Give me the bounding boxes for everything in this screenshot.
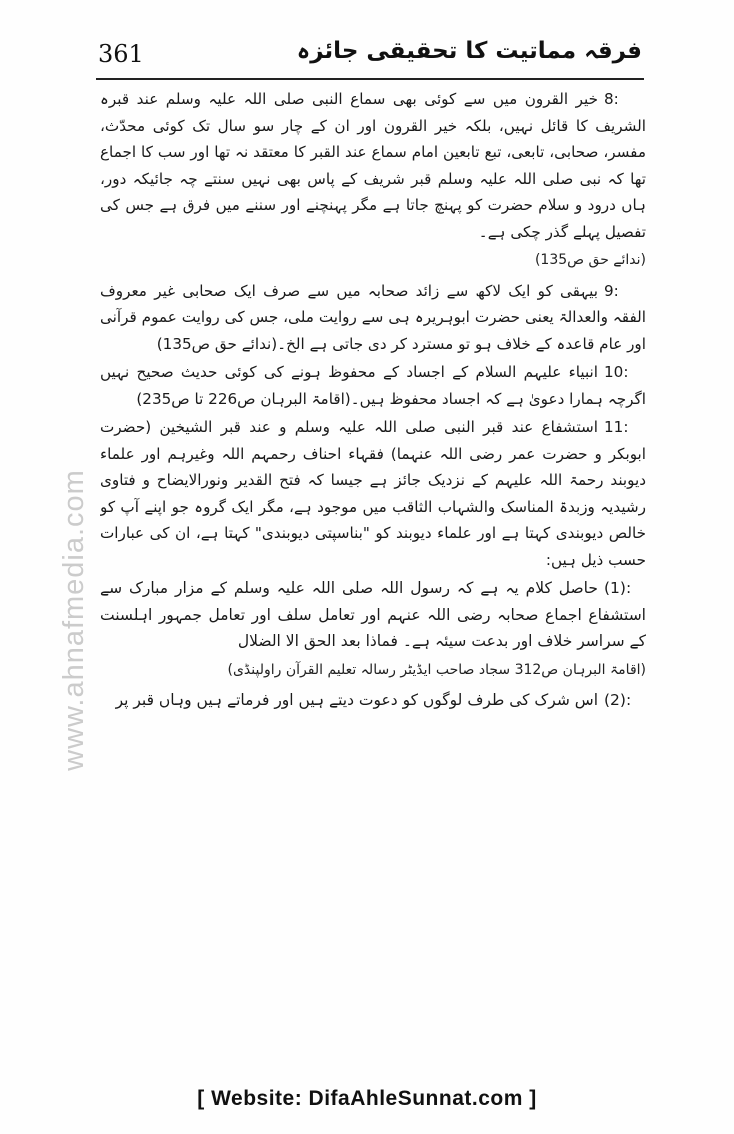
reference: (اقامۃ البرہان ص312 سجاد صاحب ایڈیٹر رسالہ تعلیم القرآن راولپنڈی) [227,661,646,678]
sub-item-2 [100,687,646,714]
item-9 [100,278,646,358]
book-title: فرقہ مماتیت کا تحقیقی جائزہ [296,38,642,64]
sub-item-1 [100,575,646,655]
sub-item-text: اس شرک کی طرف لوگوں کو دعوت دیتے ہیں اور فرماتے ہیں وہاں قبر پر [115,691,598,709]
sub-item-number: (1): [604,579,632,597]
item-number: 11: [604,418,629,436]
item-11 [100,414,646,573]
watermark: www.ahnafmedia.com [58,469,90,771]
item-number: 8: [604,90,619,108]
item-8 [100,86,646,245]
sub-item-text: حاصل کلام یہ ہے کہ رسول اللہ صلی اللہ علیہ وسلم کے مزار مبارک سے استشفاع اجماع صحابہ رضی اللہ عنہم اور تعامل سلف اور تعامل جمہور اہلسنت کے سراسر خلاف اور بدعت سیئہ ہے۔ فماذا بعد الحق الا الضلال [100,579,646,650]
website-footer: [ Website: DifaAhleSunnat.com ] [197,1087,537,1110]
reference: (ندائے حق ص135) [534,252,646,268]
item-number: 9: [604,281,619,300]
item-10 [100,359,646,412]
item-text: انبیاء علیہم السلام کے اجساد کے محفوظ ہونے کی کوئی حدیث صحیح نہیں اگرچہ ہمارا دعویٰ ہے کہ اجساد محفوظ ہیں۔(اقامۃ البرہان ص226 تا ص235) [100,363,646,408]
item-text: بیہقی کو ایک لاکھ سے زائد صحابہ میں سے صرف ایک صحابی غیر معروف الفقہ والعدالۃ یعنی حضرت ابوہریرہ ہی سے روایت ملی، جس کی روایت عموم قرآنی اور عام قاعدہ کے خلاف ہو تو مسترد کر دی جاتی ہے الخ۔(ندائے حق ص135) [100,281,646,353]
main-text [100,86,646,1046]
sub-item-number: (2): [604,691,632,709]
item-text: خیر القرون میں سے کوئی بھی سماع النبی صلی اللہ علیہ وسلم عند قبرہ الشریف کا قائل نہیں، بلکہ خیر القرون اور ان کے چار سو سال تک کوئی محدّث، مفسر، صحابی، تابعی، تبع تابعین امام سماع عند القبر کا معتقد نہ تھا اور سب کا اجماع تھا کہ نبی صلی اللہ علیہ وسلم قبر شریف کے پاس بھی نہیں سنتے چہ جائیکہ دور، ہاں درود و سلام حضرت کو پہنچ جاتا ہے مگر پہنچنے اور سننے میں فرق ہے جس کی تفصیل پہلے گذر چکی ہے۔ [100,90,646,241]
item-text: استشفاع عند قبر النبی صلی اللہ علیہ وسلم و عند قبر الشیخین (حضرت ابوبکر و حضرت عمر رضی اللہ عنہما) فقہاء احناف رحمہم اللہ وغیرہم اور علماء دیوبند رحمۃ اللہ علیہم کے نزدیک جائز ہے جیسا کہ فتح القدیر ونورالایضاح و فتاوی رشیدیہ وزبدۃ المناسک والشہاب الثاقب میں موجود ہے، مگر ایک گروہ جو اپنے آپ کو خالص دیوبندی کہتا ہے اور علماء دیوبند کو "بناسپتی دیوبندی" کہتا ہے، ان کی عبارات حسب ذیل ہیں: [100,418,646,569]
page-number: 361 [98,40,144,68]
page-header [96,38,644,80]
item-number: 10: [604,363,629,381]
